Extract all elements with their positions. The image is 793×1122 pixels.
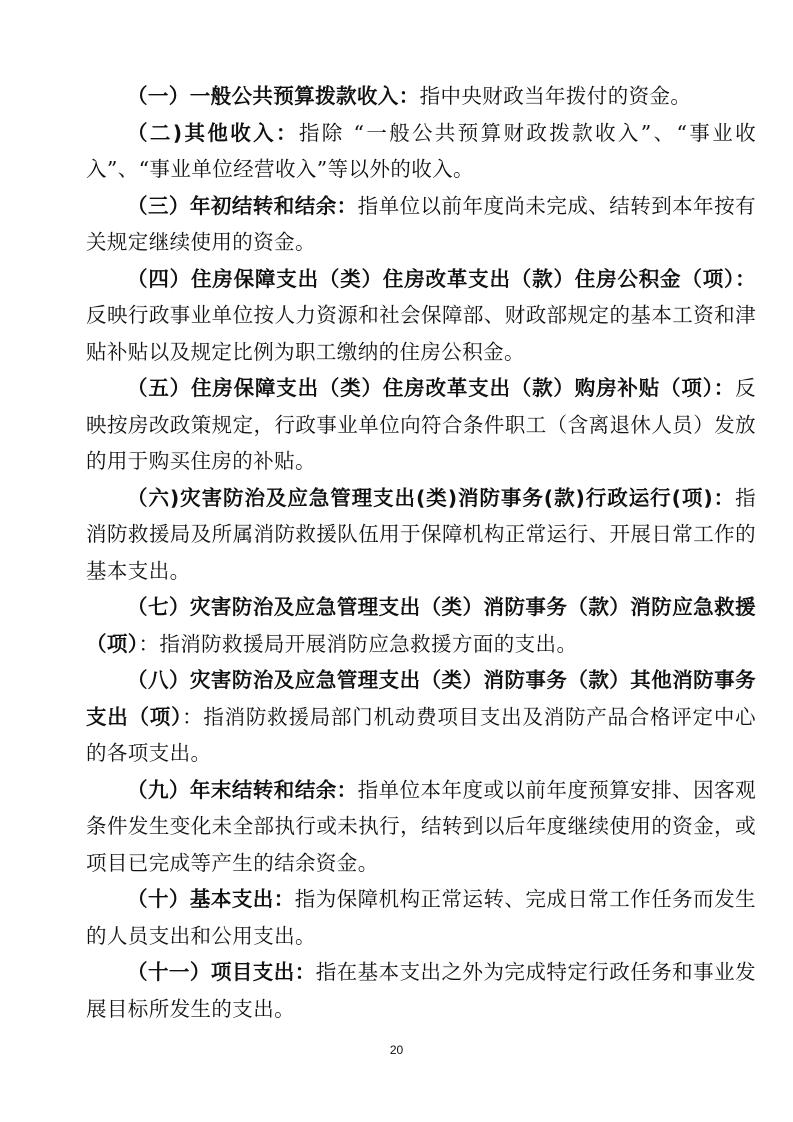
term-description: 指单位本年度或以前年度预算安排、因客观条件发生变化未全部执行或未执行，结转到以后年度继续使用的资金，或项目已完成等产生的结余资金。 xyxy=(86,777,756,875)
term-label: （十一）项目支出： xyxy=(127,960,316,984)
term-description: 反映行政事业单位按人力资源和社会保障部、财政部规定的基本工资和津贴补贴以及规定比例为职工缴纳的住房公积金。 xyxy=(86,303,756,364)
term-label: （四）住房保障支出（类）住房改革支出（款）住房公积金（项）： xyxy=(127,266,756,291)
definition-9 xyxy=(86,772,756,882)
term-description: 指消防救援局及所属消防救援队伍用于保障机构正常运行、开展日常工作的基本支出。 xyxy=(86,485,756,583)
definition-3 xyxy=(86,188,756,261)
term-description: ：指消防救援局部门机动费项目支出及消防产品合格评定中心的各项支出。 xyxy=(86,704,757,765)
definition-8 xyxy=(86,662,756,772)
term-label: （一）一般公共预算拨款收入： xyxy=(127,84,420,108)
term-description: 指除 “一般公共预算财政拨款收入”、“事业收入”、“事业单位经营收入”等以外的收入。 xyxy=(86,120,756,181)
term-label: （五）住房保障支出（类）住房改革支出（款）购房补贴（项）： xyxy=(127,376,736,400)
definition-5 xyxy=(86,370,756,480)
definition-4 xyxy=(86,261,756,371)
term-description: 指为保障机构正常运转、完成日常工作任务而发生的人员支出和公用支出。 xyxy=(86,887,756,948)
term-label: （七）灾害防治及应急管理支出（类）消防事务（款）消防应急救援（项） xyxy=(86,595,756,656)
term-label: （八）灾害防治及应急管理支出（类）消防事务（款）其他消防事务支出（项） xyxy=(86,668,756,729)
term-label: （九）年末结转和结余： xyxy=(127,777,358,802)
term-description: 反映按房改政策规定，行政事业单位向符合条件职工（含离退休人员）发放的用于购买住房的补贴。 xyxy=(86,376,756,473)
definition-6 xyxy=(86,480,756,590)
definition-11 xyxy=(86,954,756,1027)
definition-2 xyxy=(86,115,756,188)
term-label: （六)灾害防治及应急管理支出(类)消防事务(款)行政运行(项)： xyxy=(127,485,736,510)
definition-10 xyxy=(86,881,756,954)
term-description: 指中央财政当年拨付的资金。 xyxy=(419,84,692,108)
definition-7 xyxy=(86,589,756,662)
page-number: 20 xyxy=(389,1043,404,1057)
definition-1 xyxy=(86,78,756,115)
document-body xyxy=(86,78,756,1027)
term-description: ：指消防救援局开展消防应急救援方面的支出。 xyxy=(138,631,578,656)
term-label: （十）基本支出： xyxy=(127,887,295,911)
term-description: 指单位以前年度尚未完成、结转到本年按有关规定继续使用的资金。 xyxy=(86,193,756,254)
term-label: （三）年初结转和结余： xyxy=(127,193,358,218)
term-description: 指在基本支出之外为完成特定行政任务和事业发展目标所发生的支出。 xyxy=(86,960,756,1021)
term-label: （二)其他收入： xyxy=(127,120,299,145)
